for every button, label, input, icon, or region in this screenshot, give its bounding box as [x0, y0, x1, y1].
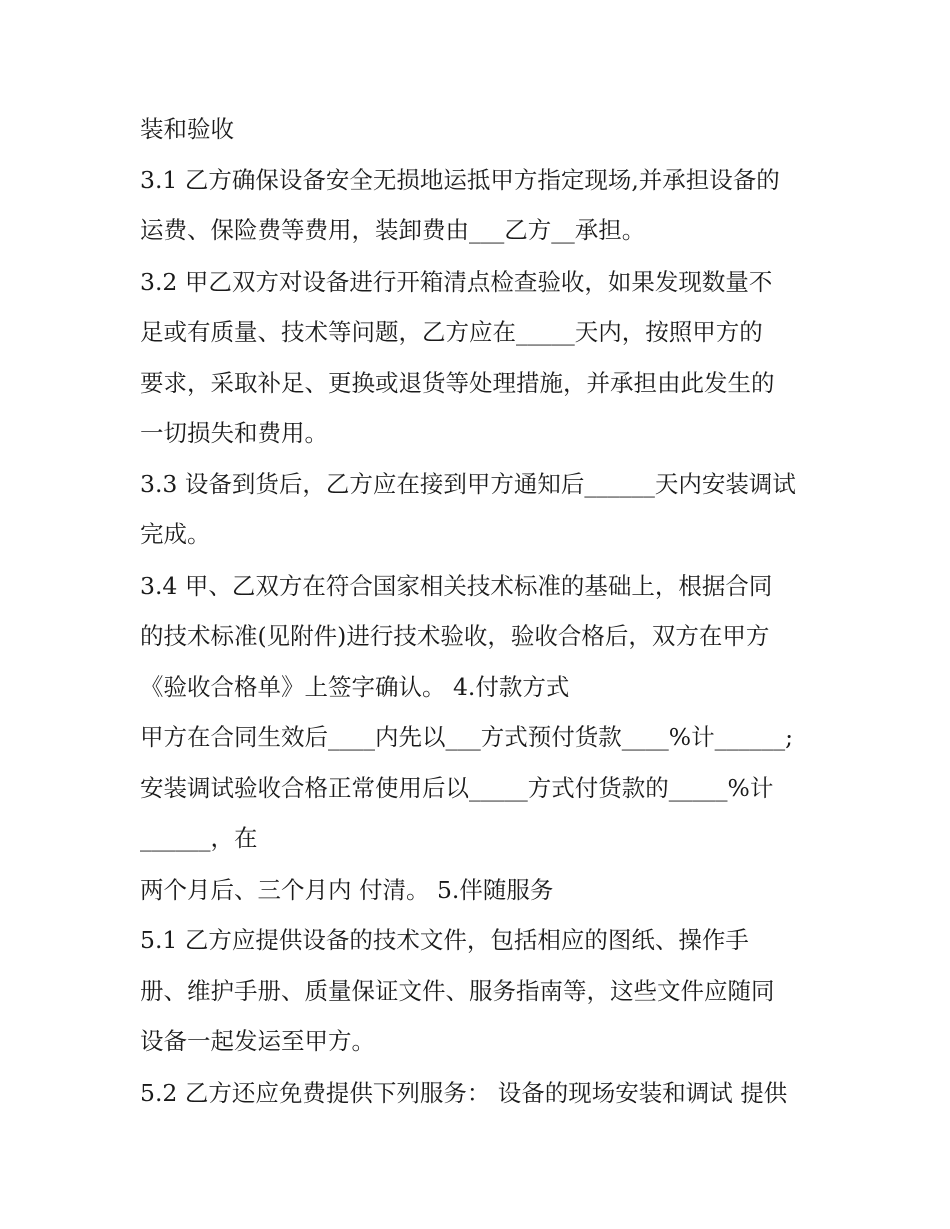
text-line: 3.2 甲乙双方对设备进行开箱清点检查验收，如果发现数量不 — [140, 268, 773, 296]
text-line: 《验收合格单》上签字确认。 4.付款方式 — [140, 673, 570, 701]
text-line: 甲方在合同生效后____内先以___方式预付货款____%计______; — [140, 723, 793, 751]
text-line: 安装调试验收合格正常使用后以_____方式付货款的_____%计 — [140, 774, 774, 802]
text-line: ______，在 — [140, 824, 258, 852]
text-line: 3.3 设备到货后，乙方应在接到甲方通知后______天内安装调试 — [140, 470, 796, 498]
text-line: 要求，采取补足、更换或退货等处理措施，并承担由此发生的 — [140, 369, 775, 397]
text-line: 两个月后、三个月内 付清。 5.伴随服务 — [140, 876, 554, 904]
text-line: 运费、保险费等费用，装卸费由___乙方__承担。 — [140, 216, 646, 244]
text-line: 的技术标准(见附件)进行技术验收，验收合格后，双方在甲方 — [140, 622, 770, 650]
text-line: 册、维护手册、质量保证文件、服务指南等，这些文件应随同 — [140, 977, 775, 1005]
text-line: 5.2 乙方还应免费提供下列服务： 设备的现场安装和调试 提供 — [140, 1079, 788, 1107]
text-line: 3.1 乙方确保设备安全无损地运抵甲方指定现场,并承担设备的 — [140, 166, 780, 194]
text-line: 完成。 — [140, 520, 211, 548]
text-line: 足或有质量、技术等问题，乙方应在_____天内，按照甲方的 — [140, 318, 763, 346]
text-line: 装和验收 — [140, 115, 234, 143]
text-line: 一切损失和费用。 — [140, 419, 328, 447]
text-line: 设备一起发运至甲方。 — [140, 1027, 375, 1055]
text-line: 5.1 乙方应提供设备的技术文件，包括相应的图纸、操作手 — [140, 926, 749, 954]
text-line: 3.4 甲、乙双方在符合国家相关技术标准的基础上，根据合同 — [140, 572, 773, 600]
